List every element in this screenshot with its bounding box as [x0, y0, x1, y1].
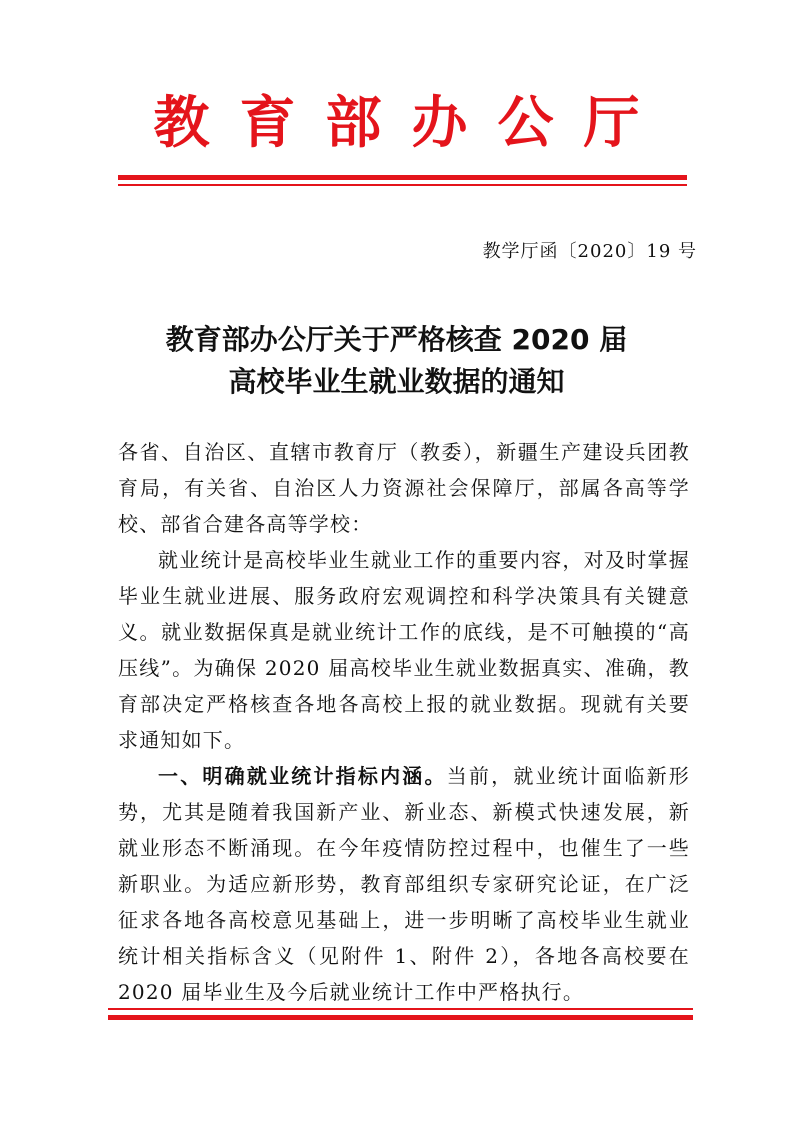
issuer-masthead: 教育部办公厅	[153, 91, 670, 156]
document-number: 教学厅函〔2020〕19 号	[482, 241, 697, 262]
document-title-line-1: 教育部办公厅关于严格核查 2020 届	[165, 323, 628, 356]
masthead-rule-thick	[118, 175, 687, 180]
document-body	[118, 434, 690, 1010]
section-1-heading: 一、明确就业统计指标内涵。	[158, 764, 447, 788]
paragraph-intro: 就业统计是高校毕业生就业工作的重要内容，对及时掌握毕业生就业进展、服务政府宏观调控和科学决策具有关键意义。就业数据保真是就业统计工作的底线，是不可触摸的“高压线”。为确保 2020 届高校毕业生就业数据真实、准确，教育部决定严格核查各地各高校上报的就业数据。现就有关要求通知如下。	[118, 548, 690, 752]
section-1-text: 当前，就业统计面临新形势，尤其是随着我国新产业、新业态、新模式快速发展，新就业形态不断涌现。在今年疫情防控过程中，也催生了一些新职业。为适应新形势，教育部组织专家研究论证，在广泛征求各地各高校意见基础上，进一步明晰了高校毕业生就业统计相关指标含义（见附件 1、附件 2），各地各高校要在 2020 届毕业生及今后就业统计工作中严格执行。	[118, 764, 691, 1004]
document-title-line-2: 高校毕业生就业数据的通知	[228, 365, 565, 398]
addressee: 各省、自治区、直辖市教育厅（教委），新疆生产建设兵团教育局，有关省、自治区人力资源社会保障厅，部属各高等学校、部省合建各高等学校：	[118, 440, 690, 536]
footer-rule-thin	[108, 1008, 693, 1010]
masthead-rule-thin	[118, 184, 687, 186]
section-1	[118, 758, 690, 1010]
footer-rule-thick	[108, 1015, 693, 1020]
